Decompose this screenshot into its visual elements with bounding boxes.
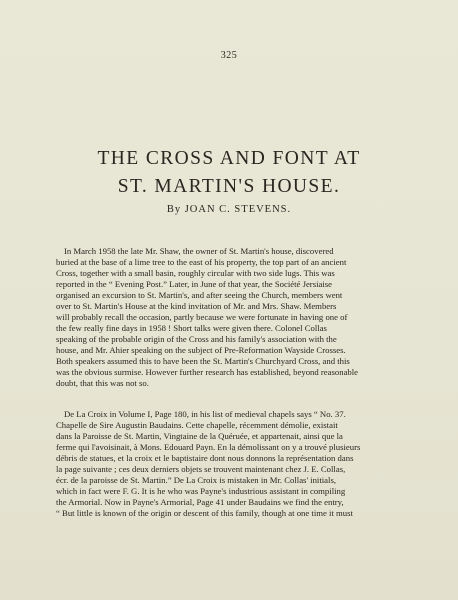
page-number: 325 [220,50,238,61]
paragraph-line: “ But little is known of the origin or descent of this family, though at one time it must [56,508,353,518]
paragraph-line: over to St. Martin's House at the kind invitation of Mr. and Mrs. Shaw. Members [56,301,337,311]
paragraph-1 [56,246,402,389]
paragraph-line: was the obvious surmise. However further research has established, beyond reasonable [56,367,359,377]
paragraph-line: house, and Mr. Ahier speaking on the subject of Pre-Reformation Wayside Crosses. [56,345,346,355]
paragraph-line: doubt, that this was not so. [56,378,149,388]
paragraph-line: which in fact were F. G. It is he who was Payne's industrious assistant in compiling [56,486,346,496]
paragraph-line: écr. de la paroisse de St. Martin.” De La Croix is mistaken in Mr. Collas' initials, [56,475,336,485]
author-byline: By JOAN C. STEVENS. [166,204,292,215]
paragraph-line: la page suivante ; ces deux derniers objets se trouvent maintenant chez J. E. Collas, [56,464,346,474]
paragraph-line: the Armorial. Now in Payne's Armorial, Page 41 under Baudains we find the entry, [56,497,344,507]
paragraph-line: débris de statues, et la croix et le baptistaire dont nous donnons la représentation dans [56,453,354,463]
paragraph-line: buried at the base of a lime tree to the east of his property, the top part of an ancient [56,257,347,267]
title-line-2: ST. MARTIN'S HOUSE. [117,176,341,197]
paragraph-line: In March 1958 the late Mr. Shaw, the owner of St. Martin's house, discovered [64,246,334,256]
title-line-1: THE CROSS AND FONT AT [97,148,361,169]
paragraph-line: reported in the “ Evening Post.” Later, in June of that year, the Société Jersiaise [56,279,333,289]
paragraph-line: ferme qui l'avoisinait, à Mons. Edouard Payn. En la démolissant on y a trouvé plusieurs [56,442,361,452]
paragraph-line: Chapelle de Sire Augustin Baudains. Cette chapelle, récemment démolie, existait [56,420,338,430]
paragraph-line: Both speakers assumed this to have been the St. Martin's Churchyard Cross, and this [56,356,350,366]
paragraph-2 [56,409,402,519]
paragraph-line: Cross, together with a small basin, roughly circular with two side lugs. This was [56,268,335,278]
article-title [20,145,438,201]
paragraph-line: dans la Paroisse de St. Martin, Vingtaine de la Quéruée, et appartenait, ainsi que la [56,431,343,441]
paragraph-line: organised an excursion to St. Martin's, and after seeing the Church, members went [56,290,343,300]
paragraph-line: speaking of the probable origin of the Cross and his family's association with the [56,334,337,344]
paragraph-line: the few really fine days in 1958 ! Short talks were given there. Colonel Collas [56,323,327,333]
paragraph-line: will probably recall the occasion, partly because we were fortunate in having one of [56,312,348,322]
paragraph-line: De La Croix in Volume I, Page 180, in his list of medieval chapels says “ No. 37. [64,409,346,419]
